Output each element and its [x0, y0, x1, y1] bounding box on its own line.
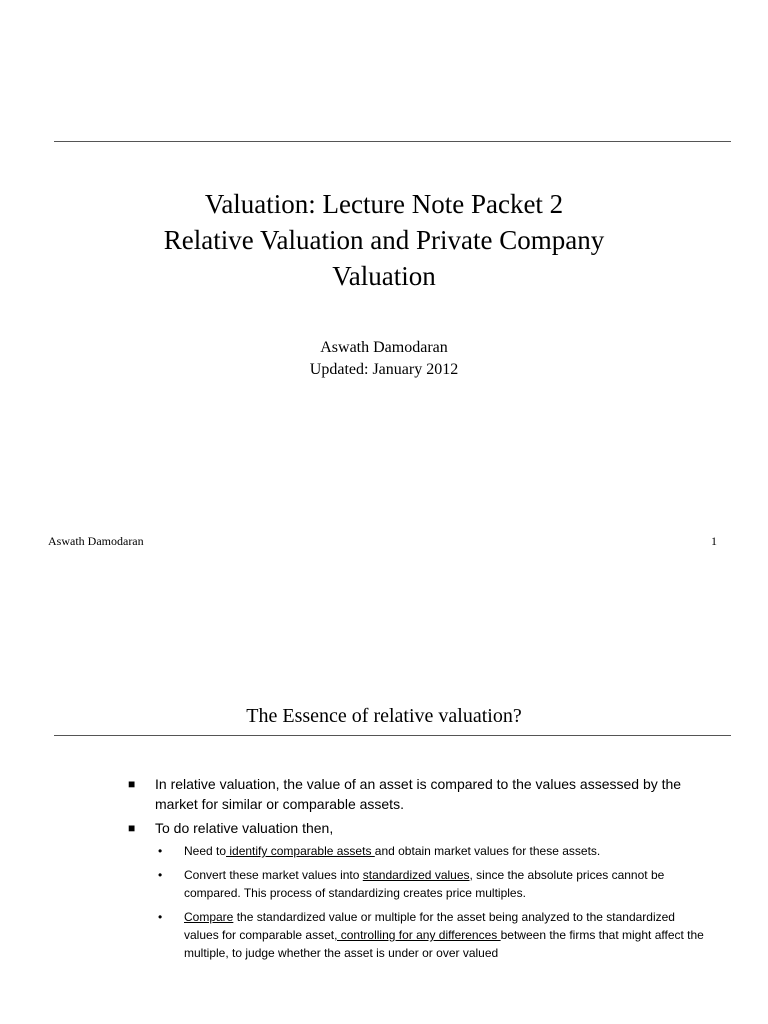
title-line-1: Valuation: Lecture Note Packet 2: [204, 189, 564, 219]
sub1-post: and obtain market values for these assets.: [374, 844, 601, 858]
sub-bullet-item: [158, 908, 708, 962]
sub3-underlined-1: Compare: [184, 910, 234, 924]
bullet-text: To do relative valuation then,: [155, 820, 334, 836]
square-bullet-icon: ■: [128, 777, 136, 791]
sub3-mid: the standardized value or multiple for the asset being analyzed to the standardized values for comparable asset: [184, 910, 675, 942]
sub2-post: , since the absolute prices cannot be compared. This process of standardizing creates price multiples.: [184, 868, 665, 900]
sub1-underlined: identify comparable assets: [226, 844, 375, 858]
sub-bullet-item: [158, 842, 708, 860]
sub-bullet-text: [184, 866, 708, 902]
sub3-underlined-2: , controlling for any differences: [334, 928, 501, 942]
sub-bullet-text: [184, 842, 600, 860]
sub-bullet-text: [184, 908, 708, 962]
sub2-pre: Convert these market values into: [184, 868, 363, 882]
updated-date: Updated: January 2012: [309, 361, 459, 378]
bullet-text: In relative valuation, the value of an asset is compared to the values assessed by the market for similar or comparable assets.: [155, 776, 682, 812]
page-number: 1: [711, 534, 717, 548]
slide1-title: [0, 186, 768, 294]
dot-bullet-icon: •: [158, 910, 163, 924]
sub1-pre: Need to: [184, 844, 227, 858]
slide2-title-rule: [54, 735, 731, 736]
bullet-item: [128, 818, 708, 838]
title-line-2: Relative Valuation and Private Company: [163, 225, 605, 255]
sub-bullet-item: [158, 866, 708, 902]
square-bullet-icon: ■: [128, 821, 136, 835]
author-block: [0, 337, 768, 381]
dot-bullet-icon: •: [158, 868, 163, 882]
sub3-post: between the firms that might affect the multiple, to judge whether the asset is under or over valued: [184, 928, 704, 960]
footer-author: Aswath Damodaran: [48, 534, 144, 548]
bullet-list: [128, 774, 708, 968]
title-line-3: Valuation: [332, 261, 436, 291]
top-rule: [54, 141, 731, 142]
dot-bullet-icon: •: [158, 844, 163, 858]
author-name: Aswath Damodaran: [320, 339, 448, 356]
slide2-title: The Essence of relative valuation?: [246, 705, 522, 727]
bullet-item: [128, 774, 708, 814]
sub2-underlined: standardized values: [362, 868, 470, 882]
